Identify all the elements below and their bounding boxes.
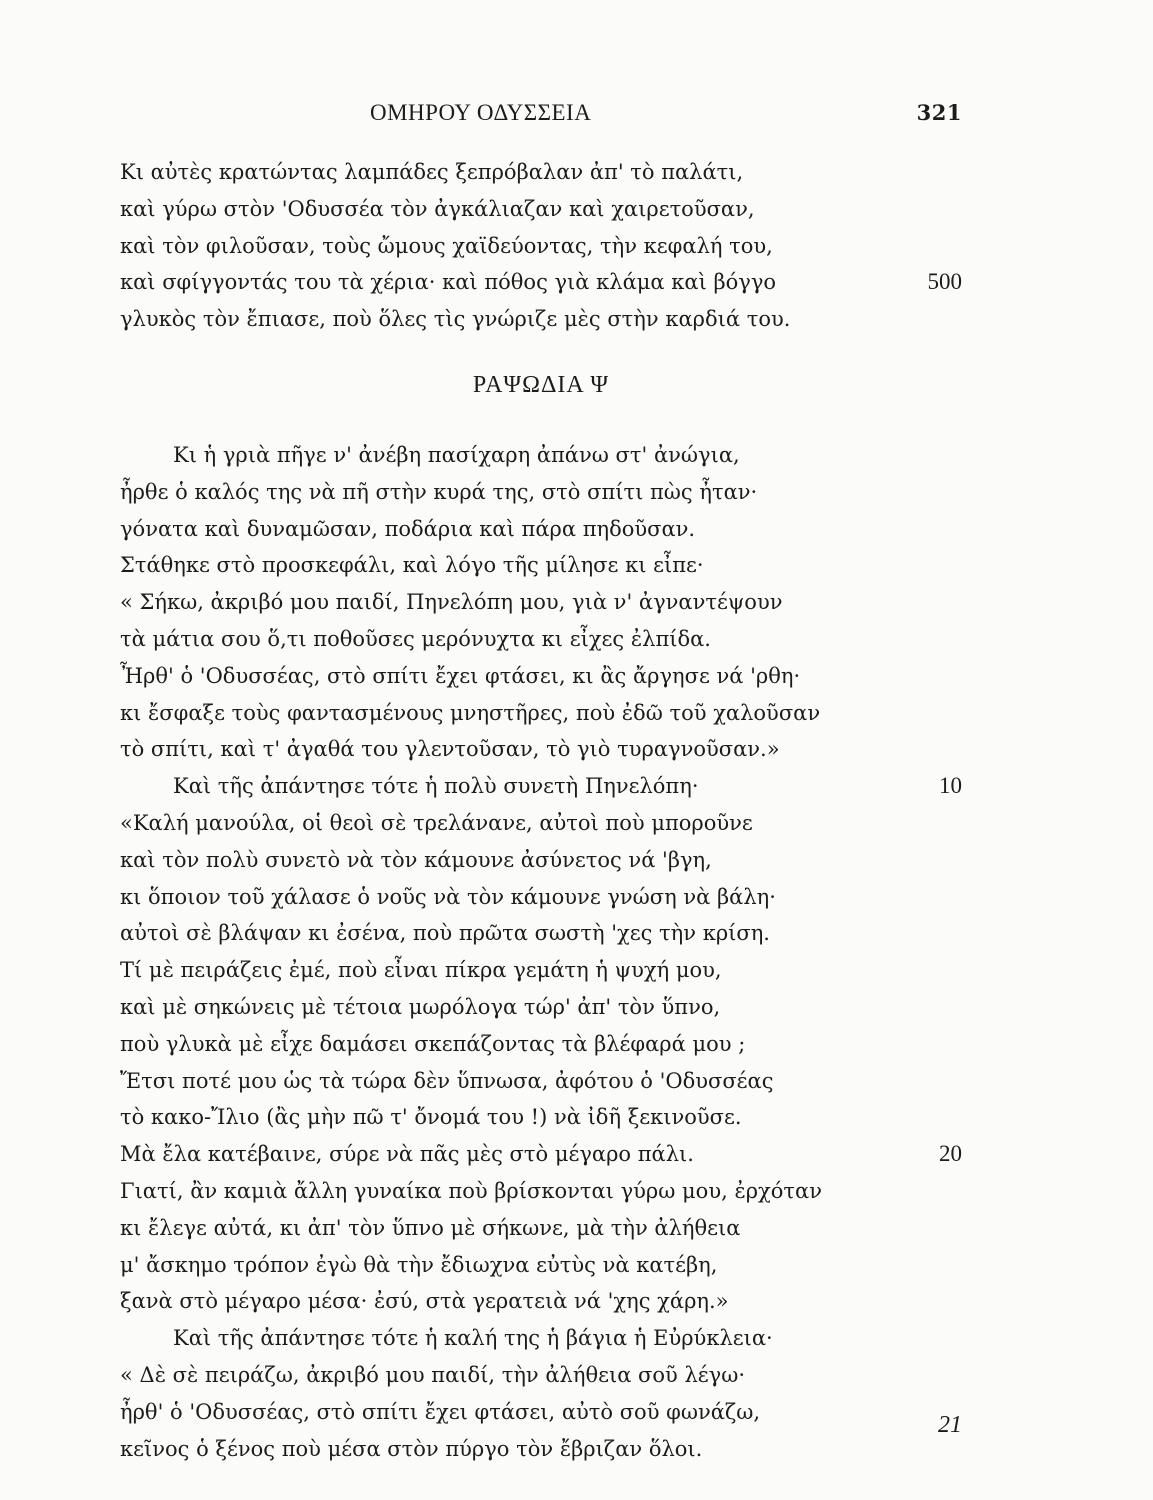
verse-line xyxy=(120,1173,962,1210)
verse-text: καὶ τὸν φιλοῦσαν, τοὺς ὤμους χαϊδεύοντας, τὴν κεφαλή του, xyxy=(120,233,773,258)
verse-text: τὰ μάτια σου ὅ,τι ποθοῦσες μερόνυχτα κι εἶχες ἐλπίδα. xyxy=(120,626,711,651)
verse-line xyxy=(120,1394,962,1431)
verse-line xyxy=(120,228,962,265)
verse-text: Κι αὐτὲς κρατώντας λαμπάδες ξεπρόβαλαν ἀπ' τὸ παλάτι, xyxy=(120,160,744,184)
page-number: 321 xyxy=(916,100,962,125)
verse-text: Γιατί, ἂν καμιὰ ἄλλη γυναίκα ποὺ βρίσκονται γύρω μου, ἐρχόταν xyxy=(120,1178,822,1203)
verse-text: κι ἔσφαξε τοὺς φαντασμένους μνηστῆρες, ποὺ ἐδῶ τοῦ χαλοῦσαν xyxy=(120,700,821,725)
verse-line xyxy=(120,805,962,842)
verse-line xyxy=(120,1357,962,1394)
line-number: 500 xyxy=(927,269,962,295)
verse-text: τὸ κακο-Ἴλιο (ἂς μὴν πῶ τ' ὄνομά του !) νὰ ἰδῆ ξεκινοῦσε. xyxy=(120,1105,742,1130)
section-title: ΡΑΨΩΔΙΑ Ψ xyxy=(472,372,610,398)
verse-block-rhapsody xyxy=(120,437,962,1467)
verse-text: Στάθηκε στὸ προσκεφάλι, καὶ λόγο τῆς μίλησε κι εἶπε· xyxy=(120,553,704,578)
verse-line xyxy=(120,768,962,805)
verse-line xyxy=(120,1099,962,1136)
verse-text: « Δὲ σὲ πειράζω, ἀκριβό μου παιδί, τὴν ἀλήθεια σοῦ λέγω· xyxy=(120,1362,746,1387)
verse-text: κεῖνος ὁ ξένος ποὺ μέσα στὸν πύργο τὸν ἔβριζαν ὅλοι. xyxy=(120,1436,703,1461)
verse-line xyxy=(120,695,962,732)
verse-text: καὶ τὸν πολὺ συνετὸ νὰ τὸν κάμουνε ἀσύνετος νά 'βγη, xyxy=(120,847,712,872)
verse-line xyxy=(120,584,962,621)
line-number: 20 xyxy=(939,1141,962,1167)
verse-line xyxy=(120,879,962,916)
verse-line xyxy=(120,989,962,1026)
verse-line xyxy=(120,264,962,301)
verse-text: Τί μὲ πειράζεις ἐμέ, ποὺ εἶναι πίκρα γεμάτη ἡ ψυχή μου, xyxy=(120,958,722,983)
verse-line xyxy=(120,1136,962,1173)
running-title: ΟΜΗΡΟΥ ΟΔΥΣΣΕΙΑ xyxy=(370,100,592,125)
verse-line xyxy=(120,915,962,952)
verse-line xyxy=(120,1210,962,1247)
verse-line xyxy=(120,547,962,584)
verse-line xyxy=(120,1320,962,1357)
verse-text: «Καλή μανούλα, οἱ θεοὶ σὲ τρελάνανε, αὐτοὶ ποὺ μποροῦνε xyxy=(120,810,753,835)
verse-line xyxy=(120,1247,962,1284)
verse-line xyxy=(120,658,962,695)
verse-text: Καὶ τῆς ἀπάντησε τότε ἡ πολὺ συνετὴ Πηνελόπη· xyxy=(173,774,699,799)
verse-text: Κι ἡ γριὰ πῆγε ν' ἀνέβη πασίχαρη ἀπάνω στ' ἀνώγια, xyxy=(173,443,740,467)
verse-text: ξανὰ στὸ μέγαρο μέσα· ἐσύ, στὰ γερατειὰ νά 'χης χάρη.» xyxy=(120,1289,729,1314)
verse-text: κι ἔλεγε αὐτά, κι ἀπ' τὸν ὕπνο μὲ σήκωνε, μὰ τὴν ἀλήθεια xyxy=(120,1215,741,1240)
verse-line xyxy=(120,731,962,768)
line-number: 10 xyxy=(939,773,962,799)
verse-line xyxy=(120,474,962,511)
verse-line xyxy=(120,1063,962,1100)
verse-text: Καὶ τῆς ἀπάντησε τότε ἡ καλή της ἡ βάγια ἡ Εὐρύκλεια· xyxy=(173,1326,773,1351)
verse-line xyxy=(120,154,962,191)
verse-text: καὶ μὲ σηκώνεις μὲ τέτοια μωρόλογα τώρ' ἀπ' τὸν ὕπνο, xyxy=(120,994,721,1019)
verse-text: « Σήκω, ἀκριβό μου παιδί, Πηνελόπη μου, γιὰ ν' ἀγναντέψουν xyxy=(120,590,783,615)
running-header xyxy=(120,100,962,130)
verse-line xyxy=(120,952,962,989)
verse-text: γλυκὸς τὸν ἔπιασε, ποὺ ὅλες τὶς γνώριζε μὲς στὴν καρδιά του. xyxy=(120,307,791,332)
verse-text: Μὰ ἔλα κατέβαινε, σύρε νὰ πᾶς μὲς στὸ μέγαρο πάλι. xyxy=(120,1142,694,1167)
verse-line xyxy=(120,437,962,474)
verse-text: κι ὅποιον τοῦ χάλασε ὁ νοῦς νὰ τὸν κάμουνε γνώση νὰ βάλη· xyxy=(120,884,776,909)
verse-text: αὐτοὶ σὲ βλάψαν κι ἐσένα, ποὺ πρῶτα σωστὴ 'χες τὴν κρίση. xyxy=(120,921,770,946)
verse-text: Ἔτσι ποτέ μου ὡς τὰ τώρα δὲν ὕπνωσα, ἀφότου ὁ 'Οδυσσέας xyxy=(120,1068,774,1093)
verse-text: καὶ σφίγγοντάς του τὰ χέρια· καὶ πόθος γιὰ κλάμα καὶ βόγγο xyxy=(120,270,777,295)
verse-block-end-of-previous-book xyxy=(120,154,962,338)
verse-line xyxy=(120,1431,962,1468)
verse-line xyxy=(120,191,962,228)
verse-text: Ἦρθ' ὁ 'Οδυσσέας, στὸ σπίτι ἔχει φτάσει, κι ἂς ἄργησε νά 'ρθη· xyxy=(120,663,801,688)
signature-number: 21 xyxy=(938,1412,962,1438)
verse-text: ποὺ γλυκὰ μὲ εἶχε δαμάσει σκεπάζοντας τὰ βλέφαρά μου ; xyxy=(120,1031,746,1056)
verse-line xyxy=(120,1026,962,1063)
verse-line xyxy=(120,621,962,658)
verse-text: καὶ γύρω στὸν 'Οδυσσέα τὸν ἀγκάλιαζαν καὶ χαιρετοῦσαν, xyxy=(120,196,755,221)
verse-text: γόνατα καὶ δυναμῶσαν, ποδάρια καὶ πάρα πηδοῦσαν. xyxy=(120,516,696,541)
verse-text: ἦρθ' ὁ 'Οδυσσέας, στὸ σπίτι ἔχει φτάσει, αὐτὸ σοῦ φωνάζω, xyxy=(120,1399,761,1424)
verse-text: ἦρθε ὁ καλός της νὰ πῆ στὴν κυρά της, στὸ σπίτι πὼς ἦταν· xyxy=(120,479,758,504)
verse-line xyxy=(120,301,962,338)
verse-line xyxy=(120,511,962,548)
verse-text: μ' ἄσκημο τρόπον ἐγὼ θὰ τὴν ἔδιωχνα εὐτὺς νὰ κατέβη, xyxy=(120,1252,718,1277)
verse-line xyxy=(120,842,962,879)
verse-line xyxy=(120,1283,962,1320)
verse-text: τὸ σπίτι, καὶ τ' ἀγαθά του γλεντοῦσαν, τὸ γιὸ τυραγνοῦσαν.» xyxy=(120,737,780,762)
